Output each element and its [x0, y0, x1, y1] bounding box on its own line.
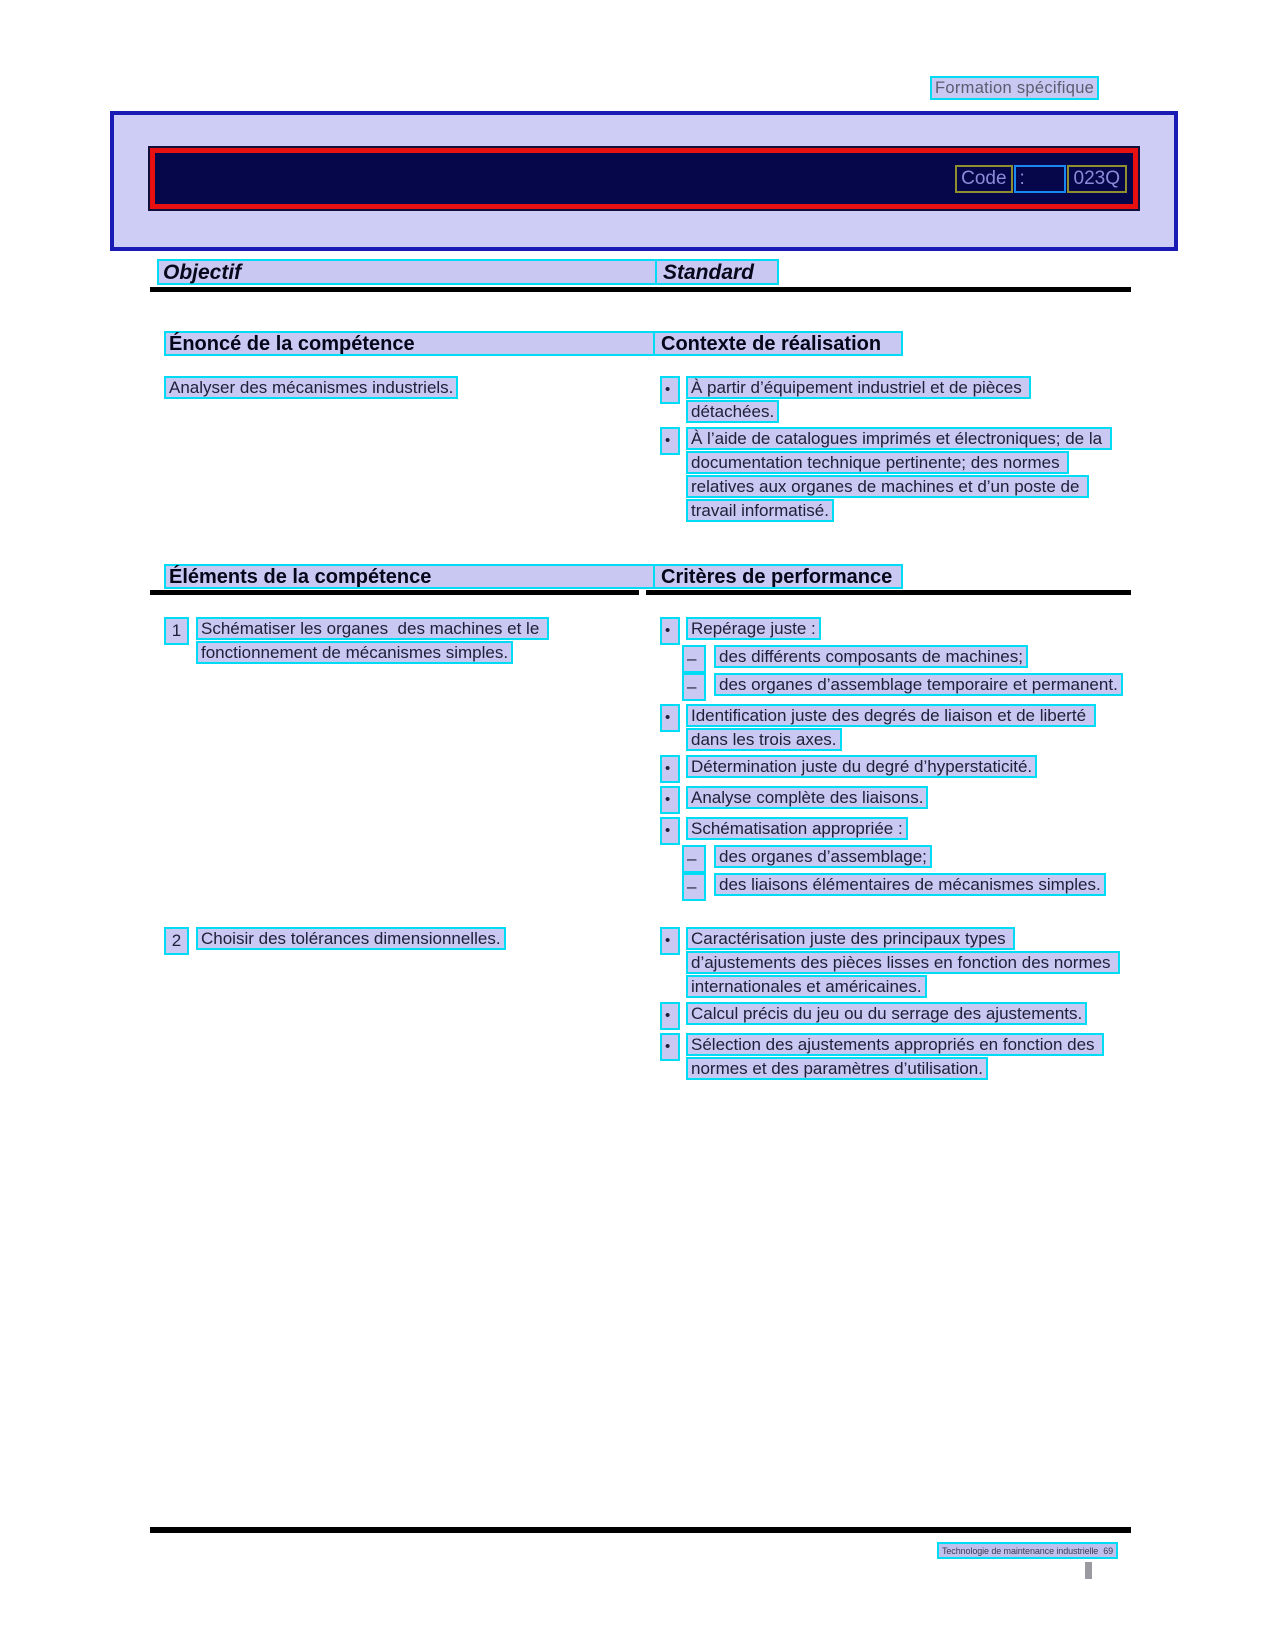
criteria-subitem — [658, 845, 1131, 873]
elements-header: Éléments de la compétence — [169, 566, 432, 588]
section2-header-band — [164, 564, 903, 589]
contexte-header: Contexte de réalisation — [653, 331, 903, 356]
footer — [937, 1542, 1118, 1559]
criteres-header: Critères de performance — [653, 564, 903, 589]
objectif-header: Objectif — [163, 261, 242, 284]
divider-rule-top — [150, 287, 1131, 292]
code-value: 023Q — [1067, 165, 1127, 193]
title-banner — [150, 148, 1138, 209]
bullet-icon: • — [660, 376, 680, 404]
bullet-icon: • — [660, 786, 680, 814]
context-item-text: À partir d’équipement industriel et de pièces détachées. — [686, 376, 1031, 423]
context-item — [658, 376, 1131, 424]
element-row-1 — [150, 617, 1131, 901]
page-number: 69 — [1103, 1545, 1113, 1556]
criteria-subitem — [658, 645, 1131, 673]
criteria-text: Repérage juste : — [686, 617, 821, 640]
criteria-text: Calcul précis du jeu ou du serrage des ajustements. — [686, 1002, 1087, 1025]
code-label: Code — [955, 165, 1012, 193]
criteria-item — [658, 617, 1131, 645]
element-1-cell — [150, 617, 658, 901]
bullet-icon: • — [660, 1033, 680, 1061]
criteria-text: des liaisons élémentaires de mécanismes simples. — [714, 873, 1106, 896]
bullet-icon: • — [660, 427, 680, 455]
criteria-list — [658, 617, 1131, 901]
section1-header-band — [164, 331, 903, 356]
criteria-text: des organes d’assemblage temporaire et permanent. — [714, 673, 1123, 696]
standard-header: Standard — [655, 259, 779, 285]
element-number: 1 — [164, 617, 189, 645]
dash-icon: – — [682, 845, 706, 873]
bullet-icon: • — [660, 755, 680, 783]
element-number: 2 — [164, 927, 189, 955]
criteria-text: Analyse complète des liaisons. — [686, 786, 928, 809]
criteria-item — [658, 927, 1131, 999]
column-headers-band — [157, 259, 779, 285]
dash-icon: – — [682, 645, 706, 673]
criteria-item — [658, 704, 1131, 752]
title-box — [110, 111, 1178, 251]
competence-cell — [150, 376, 658, 523]
code-separator: : — [1014, 165, 1066, 193]
element-row-2 — [150, 927, 1131, 1081]
context-item-text: À l’aide de catalogues imprimés et électroniques; de la documentation technique pertinente; des normes relatives aux organes de machines et d’un poste de travail informatisé. — [686, 427, 1112, 522]
divider-rule-bottom — [150, 1527, 1131, 1533]
criteria-text: Sélection des ajustements appropriés en fonction des normes et des paramètres d’utilisation. — [686, 1033, 1104, 1080]
criteria-text: Caractérisation juste des principaux types d’ajustements des pièces lisses en fonction des normes internationales et américaines. — [686, 927, 1120, 998]
bullet-icon: • — [660, 617, 680, 645]
element-text: Schématiser les organes des machines et le fonctionnement de mécanismes simples. — [196, 617, 549, 664]
competence-statement: Analyser des mécanismes industriels. — [164, 376, 458, 399]
criteria-text: des différents composants de machines; — [714, 645, 1028, 668]
divider-rule-middle — [150, 590, 1131, 595]
bullet-icon: • — [660, 927, 680, 955]
bullet-icon: • — [660, 817, 680, 845]
competence-row — [150, 376, 1131, 523]
criteria-subitem — [658, 873, 1131, 901]
criteria-list — [658, 927, 1131, 1081]
criteria-item — [658, 817, 1131, 845]
element-text: Choisir des tolérances dimensionnelles. — [196, 927, 506, 950]
criteria-text: des organes d’assemblage; — [714, 845, 932, 868]
elements-rows — [150, 617, 1131, 1081]
footer-title: Technologie de maintenance industrielle — [942, 1545, 1099, 1556]
context-cell — [658, 376, 1131, 523]
criteria-item — [658, 1002, 1131, 1030]
dash-icon: – — [682, 873, 706, 901]
enonce-header: Énoncé de la compétence — [169, 333, 415, 355]
criteria-subitem — [658, 673, 1131, 701]
criteria-text: Schématisation appropriée : — [686, 817, 908, 840]
bullet-icon: • — [660, 704, 680, 732]
scan-artifact-bar — [1085, 1562, 1092, 1579]
eyebrow-text: Formation spécifique — [935, 78, 1095, 97]
criteria-item — [658, 786, 1131, 814]
context-item — [658, 427, 1131, 523]
criteria-item — [658, 755, 1131, 783]
element-2-cell — [150, 927, 658, 1081]
bullet-icon: • — [660, 1002, 680, 1030]
dash-icon: – — [682, 673, 706, 701]
page-eyebrow — [930, 76, 1099, 100]
criteria-item — [658, 1033, 1131, 1081]
criteria-text: Identification juste des degrés de liaison et de liberté dans les trois axes. — [686, 704, 1096, 751]
criteria-text: Détermination juste du degré d’hyperstaticité. — [686, 755, 1037, 778]
